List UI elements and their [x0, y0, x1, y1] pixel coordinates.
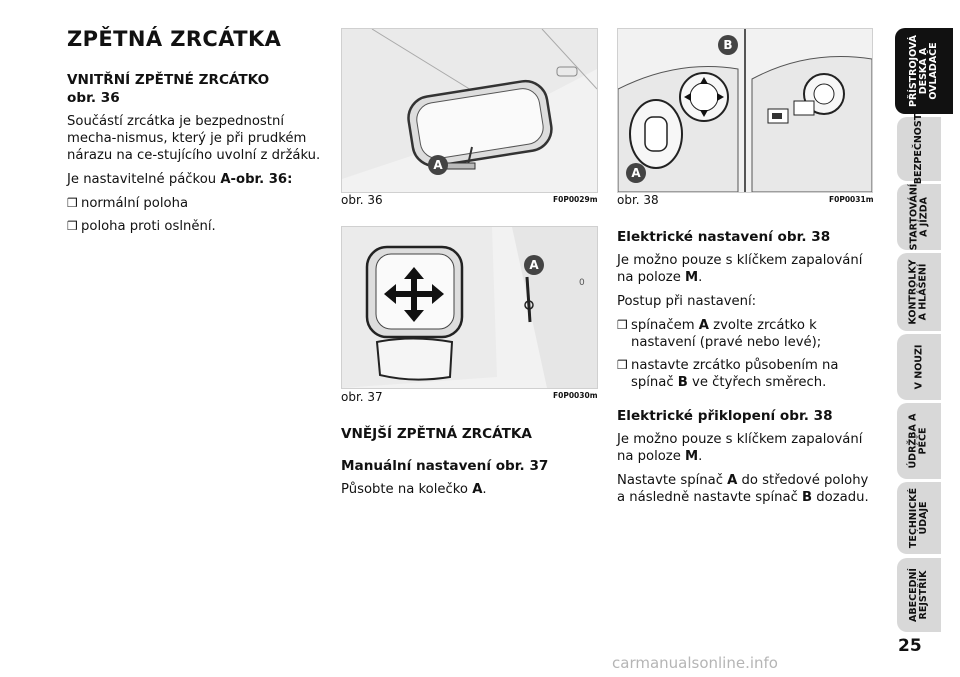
- text: Nastavte spínač: [617, 473, 728, 488]
- key-position: M: [685, 449, 699, 464]
- lever-ref: A-obr. 36:: [220, 172, 293, 187]
- list-item: [617, 317, 871, 351]
- bullet-text: poloha proti oslnění.: [81, 219, 216, 234]
- manual-ref: A: [472, 482, 483, 497]
- tab-maintenance[interactable]: [897, 403, 941, 479]
- text: .: [698, 449, 703, 464]
- tab-safety[interactable]: [897, 113, 941, 185]
- figure-37-caption: obr. 37: [341, 390, 383, 404]
- manual-adjust-heading: Manuální nastavení obr. 37: [341, 458, 549, 474]
- left-column: [67, 27, 325, 241]
- tab-index[interactable]: [897, 558, 941, 632]
- tab-instrument-panel[interactable]: [895, 28, 953, 114]
- checkbox-bullet-icon: ❒: [67, 196, 78, 210]
- tab-label: ÚDRŽBA A PÉČE: [908, 413, 929, 469]
- bullet-text: normální poloha: [81, 196, 189, 211]
- figure-37-code: F0P0030m: [553, 391, 598, 400]
- tab-label: KONTROLKY A HLÁŠENÍ: [908, 259, 930, 325]
- figure-38-switches: [617, 28, 873, 193]
- svg-text:0: 0: [579, 278, 585, 288]
- checkbox-bullet-icon: ❒: [617, 358, 628, 372]
- electric-fold-heading: Elektrické přiklopení obr. 38: [617, 408, 833, 424]
- mirror-switch-illustration: [618, 29, 872, 192]
- figure-37-outer-mirror: [341, 226, 598, 389]
- tab-label: BEZPEČNOST: [913, 113, 924, 185]
- outer-mirror-heading: VNĚJŠÍ ZPĚTNÁ ZRCÁTKA: [341, 426, 532, 442]
- bullet-text: [631, 317, 871, 351]
- callout-a-icon: A: [626, 163, 646, 183]
- section-title: ZPĚTNÁ ZRCÁTKA: [67, 27, 282, 51]
- figure-38-code: F0P0031m: [829, 195, 874, 204]
- lever-text: Je nastavitelné páčkou: [67, 172, 221, 187]
- figure-36-rearview-mirror: [341, 28, 598, 193]
- inner-mirror-lever-text: [67, 171, 325, 188]
- electric-adjust-p2: Postup při nastavení:: [617, 294, 757, 309]
- outer-mirror-illustration: [342, 227, 597, 388]
- switch-ref: B: [802, 490, 813, 505]
- tab-label: TECHNICKÉ ÚDAJE: [908, 487, 930, 549]
- inner-mirror-heading-text: VNITŘNÍ ZPĚTNÉ ZRCÁTKO: [67, 72, 270, 88]
- figure-36-code: F0P0029m: [553, 195, 598, 204]
- watermark: carmanualsonline.info: [612, 654, 778, 672]
- callout-b-icon: B: [718, 35, 738, 55]
- manual-end: .: [482, 482, 487, 497]
- text: do středové polohy a následně nastavte spínač: [617, 473, 869, 505]
- inner-mirror-heading: [67, 71, 325, 107]
- interior-mirror-illustration: [342, 29, 597, 192]
- bullet-text: [631, 357, 871, 391]
- checkbox-bullet-icon: ❒: [67, 219, 78, 233]
- page-number: 25: [898, 636, 922, 656]
- right-column: [617, 228, 871, 513]
- manual-text: Působte na kolečko: [341, 482, 473, 497]
- checkbox-bullet-icon: ❒: [617, 318, 628, 332]
- list-item: [67, 218, 325, 235]
- tab-label: PŘÍSTROJOVÁ DESKA A OVLADAČE: [908, 35, 940, 107]
- list-item: [67, 195, 325, 212]
- electric-fold-p2: [617, 472, 871, 506]
- text: nastavte zrcátko působením na spínač: [631, 358, 839, 390]
- key-position: M: [685, 270, 699, 285]
- text: Je možno pouze s klíčkem zapalování na poloze: [617, 253, 863, 285]
- electric-adjust-heading: Elektrické nastavení obr. 38: [617, 229, 831, 245]
- figure-36-caption: obr. 36: [341, 193, 383, 207]
- outer-mirror-section: [341, 425, 599, 505]
- tab-label: V NOUZI: [913, 344, 925, 390]
- callout-a-icon: A: [428, 155, 448, 175]
- tab-technical-data[interactable]: [897, 482, 941, 554]
- tab-warning-lights[interactable]: [897, 253, 941, 331]
- text: Je možno pouze s klíčkem zapalování na poloze: [617, 432, 863, 464]
- switch-ref: B: [677, 375, 688, 390]
- tab-starting-driving[interactable]: [897, 184, 941, 250]
- electric-adjust-p1: [617, 252, 871, 286]
- manual-adjust-text: [341, 481, 599, 498]
- section-tabs: [893, 0, 960, 677]
- figure-38-caption: obr. 38: [617, 193, 659, 207]
- text: spínačem: [631, 318, 699, 333]
- inner-mirror-heading-ref: obr. 36: [67, 90, 120, 106]
- callout-a-icon: A: [524, 255, 544, 275]
- switch-ref: A: [727, 473, 738, 488]
- tab-emergency[interactable]: [897, 334, 941, 400]
- switch-ref: A: [698, 318, 709, 333]
- tab-label: ABECEDNÍ REJSTŘÍK: [908, 568, 930, 622]
- inner-mirror-paragraph: Součástí zrcátka je bezpednostní mecha-nismus, který je při prudkém nárazu na ce-stujícího uvolní z držáku.: [67, 114, 321, 163]
- electric-fold-p1: [617, 431, 871, 465]
- list-item: [617, 357, 871, 391]
- text: dozadu.: [812, 490, 869, 505]
- text: zvolte zrcátko k nastavení (pravé nebo levé);: [631, 318, 822, 350]
- text: ve čtyřech směrech.: [687, 375, 827, 390]
- text: .: [698, 270, 703, 285]
- tab-label: STARTOVÁNÍ A JÍZDA: [908, 183, 930, 251]
